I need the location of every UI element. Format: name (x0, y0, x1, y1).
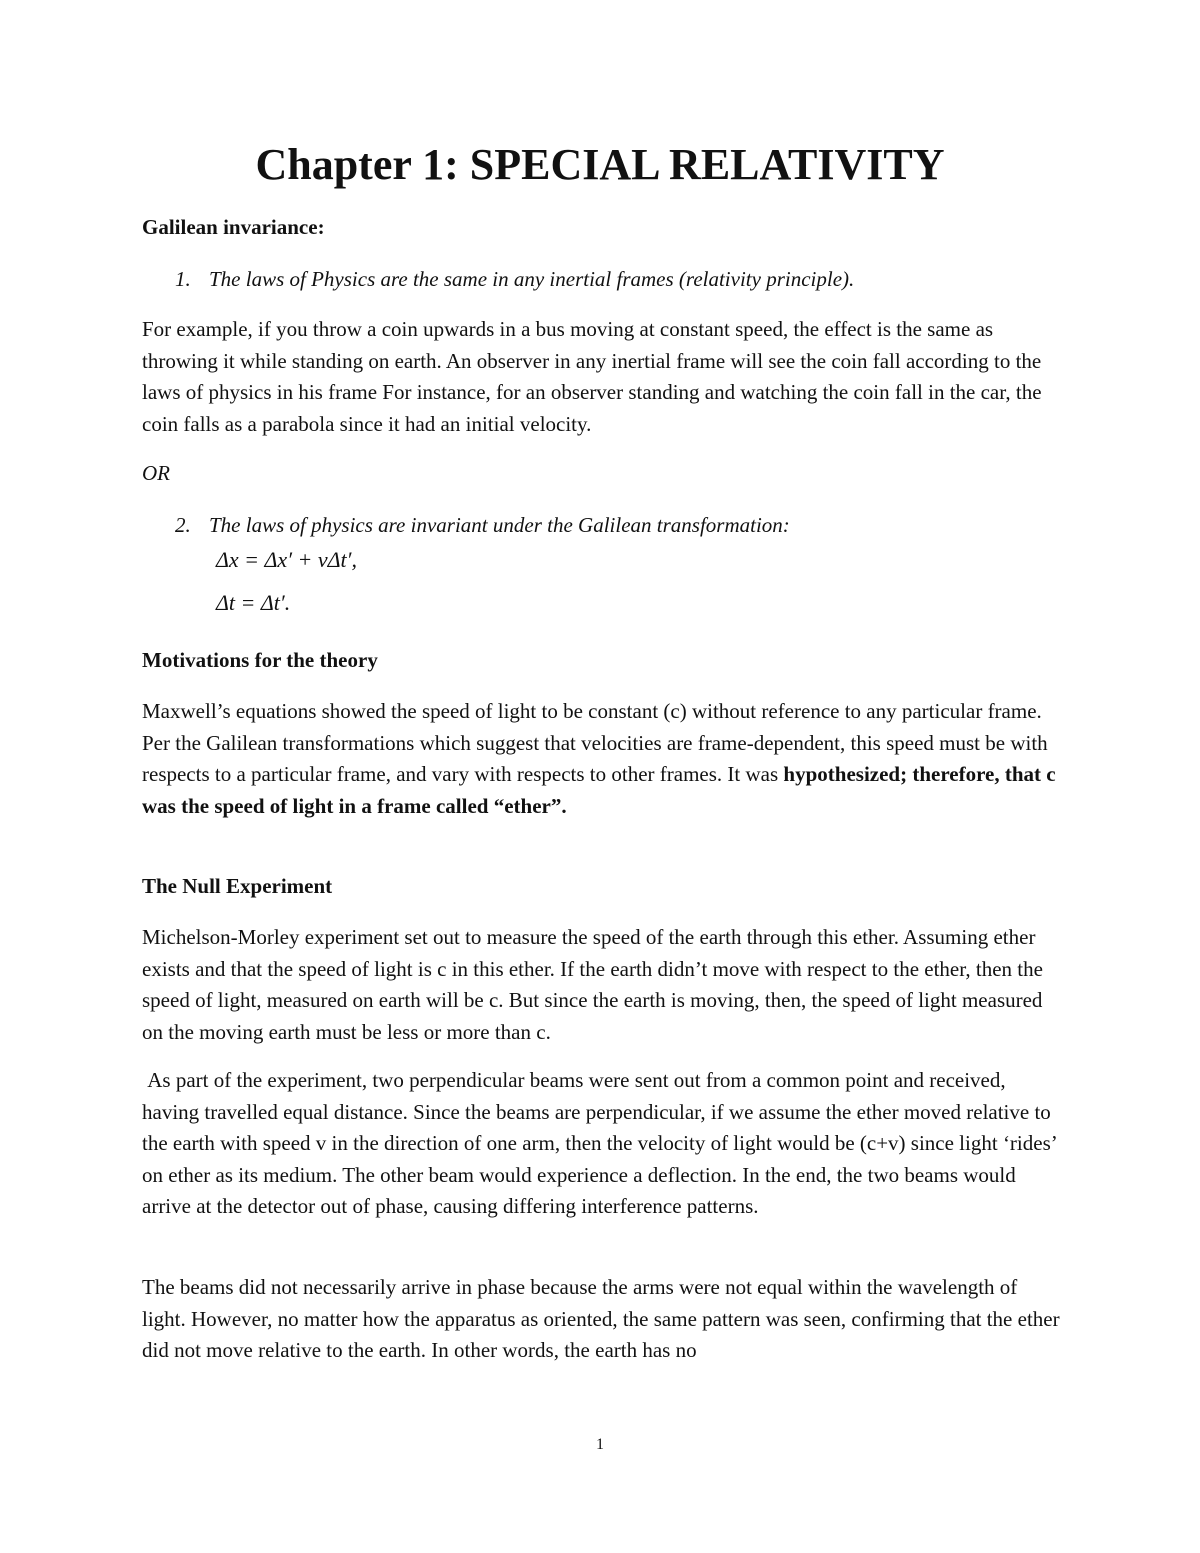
galilean-heading: Galilean invariance: (142, 215, 325, 239)
or-text: OR (142, 461, 170, 485)
list-item-2 (175, 510, 1055, 542)
list-item-1-text: The laws of Physics are the same in any inertial frames (relativity principle). (209, 267, 855, 291)
motivations-paragraph (142, 696, 1062, 822)
list-item-2-text: The laws of physics are invariant under the Galilean transformation: (209, 513, 790, 537)
null-paragraph-2: As part of the experiment, two perpendicular beams were sent out from a common point and received, having travelled equal distance. Since the beams are perpendicular, if we assume the ether moved relative to the earth with speed v in the direction of one arm, then the velocity of light would be (c+v) since light ‘rides’ on ether as its medium. The other beam would experience a deflection. In the end, the two beams would arrive at the detector out of phase, causing differing interference patterns. (142, 1068, 1062, 1218)
chapter-title: Chapter 1: SPECIAL RELATIVITY (255, 140, 945, 189)
motivations-heading: Motivations for the theory (142, 648, 378, 672)
null-paragraph-1: Michelson-Morley experiment set out to measure the speed of the earth through this ether. Assuming ether exists and that the speed of light is c in this ether. If the earth didn’t move with respect to the ether, then the speed of light, measured on earth will be c. But since the earth is moving, then, the speed of light measured on the moving earth must be less or more than c. (142, 925, 1043, 1044)
list-item-2-number: 2. (175, 513, 191, 537)
paragraph-coin-example: For example, if you throw a coin upwards in a bus moving at constant speed, the effect is the same as throwing it while standing on earth. An observer in any inertial frame will see the coin fall according to the laws of physics in his frame For instance, for an observer standing and watching the coin fall in the car, the coin falls as a parabola since it had an initial velocity. (142, 317, 1042, 436)
list-item-1 (175, 264, 1055, 296)
null-experiment-heading: The Null Experiment (142, 874, 333, 898)
list-item-1-number: 1. (175, 267, 191, 291)
equation-position: Δx = Δx′ + vΔt′, (216, 547, 357, 572)
equation-time: Δt = Δt′. (216, 590, 291, 615)
motivations-text: Maxwell’s equations showed the speed of light to be constant (c) without reference to any particular frame. Per the Galilean transformations which suggest that velocities are frame-dependent, this speed must be with respects to a particular frame, and vary with respects to other frames. It was (142, 699, 1048, 786)
null-paragraph-3: The beams did not necessarily arrive in phase because the arms were not equal within the wavelength of light. However, no matter how the apparatus as oriented, the same pattern was seen, confirming that the ether did not move relative to the earth. In other words, the earth has no (142, 1275, 1060, 1362)
page-number: 1 (596, 1436, 604, 1453)
motivations-bold-text: hypothesized; therefore, that c was the speed of light in a frame called “ether”. (142, 762, 1056, 818)
